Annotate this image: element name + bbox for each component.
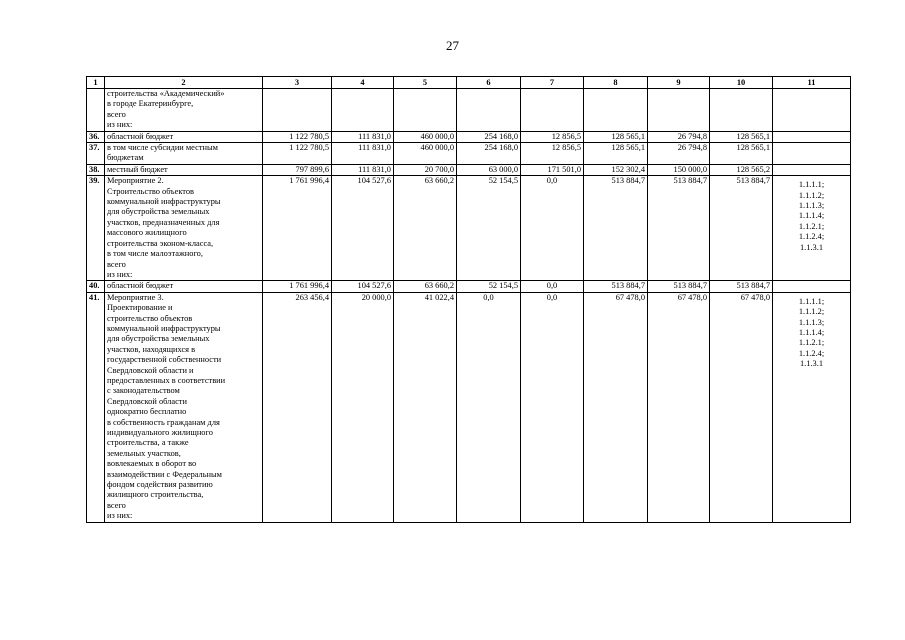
value-cell: 152 302,4	[584, 164, 648, 175]
value-cell: 460 000,0	[394, 143, 457, 165]
value-cell: 0,0	[521, 176, 584, 281]
description-line: участков, предназначенных для	[107, 217, 220, 227]
description-line: строительства «Академический»	[107, 89, 225, 98]
value-cell: 20 700,0	[394, 164, 457, 175]
row-number	[87, 89, 105, 132]
task-reference-cell	[773, 164, 851, 175]
description-line: однократно бесплатно	[107, 407, 187, 417]
description-line: всего	[107, 500, 126, 510]
description-line: из них:	[107, 511, 133, 521]
task-reference: 1.1.3.1	[799, 242, 824, 252]
budget-table	[86, 76, 851, 523]
value-cell	[584, 89, 648, 132]
value-cell: 171 501,0	[521, 164, 584, 175]
column-header: 3	[263, 77, 332, 89]
table-row	[87, 176, 851, 281]
value-cell: 52 154,5	[457, 176, 521, 281]
description-line: всего	[107, 109, 126, 119]
page-number: 27	[446, 38, 459, 53]
task-reference-cell	[773, 143, 851, 165]
value-cell	[332, 89, 394, 132]
table-row	[87, 281, 851, 292]
description-line: вовлекаемых в оборот во	[107, 459, 197, 469]
task-reference: 1.1.2.1;	[798, 338, 825, 348]
value-cell: 128 565,1	[584, 131, 648, 142]
task-reference-cell	[773, 292, 851, 522]
value-cell: 20 000,0	[332, 292, 394, 522]
value-cell: 254 168,0	[457, 143, 521, 165]
value-cell	[394, 89, 457, 132]
value-cell: 111 831,0	[332, 131, 394, 142]
value-cell: 104 527,6	[332, 176, 394, 281]
value-cell: 128 565,1	[710, 143, 773, 165]
row-number: 39.	[87, 176, 105, 281]
value-cell: 67 478,0	[648, 292, 710, 522]
value-cell: 12 856,5	[521, 143, 584, 165]
description-line: областной бюджет	[107, 281, 174, 291]
description-line: из них:	[107, 269, 133, 279]
task-reference: 1.1.1.3;	[798, 317, 825, 327]
task-reference: 1.1.1.4;	[798, 211, 825, 221]
value-cell: 128 565,2	[710, 164, 773, 175]
row-description	[105, 89, 263, 132]
description-line: для обустройства земельных	[107, 207, 210, 217]
column-header: 8	[584, 77, 648, 89]
task-reference: 1.1.3.1	[799, 359, 824, 369]
value-cell: 111 831,0	[332, 164, 394, 175]
value-cell: 1 761 996,4	[263, 281, 332, 292]
row-description	[105, 292, 263, 522]
table-header-row	[87, 77, 851, 89]
description-line: строительства эконом-класса,	[107, 238, 214, 248]
value-cell: 460 000,0	[394, 131, 457, 142]
description-line: областной бюджет	[107, 131, 174, 141]
table-body	[87, 89, 851, 523]
value-cell: 513 884,7	[710, 281, 773, 292]
description-line: земельных участков,	[107, 448, 181, 458]
description-line: взаимодействии с Федеральным	[107, 469, 222, 479]
value-cell: 128 565,1	[710, 131, 773, 142]
value-cell	[263, 89, 332, 132]
value-cell: 67 478,0	[584, 292, 648, 522]
value-cell: 513 884,7	[584, 176, 648, 281]
row-number: 41.	[87, 292, 105, 522]
description-line: фондом содействия развитию	[107, 480, 213, 490]
description-line: коммунальной инфраструктуры	[107, 323, 221, 333]
description-line: всего	[107, 259, 126, 269]
description-line: Строительство объектов	[107, 186, 194, 196]
value-cell: 150 000,0	[648, 164, 710, 175]
row-description	[105, 281, 263, 292]
task-reference: 1.1.1.4;	[798, 327, 825, 337]
value-cell: 0,0	[521, 281, 584, 292]
value-cell: 263 456,4	[263, 292, 332, 522]
column-header: 9	[648, 77, 710, 89]
row-number: 36.	[87, 131, 105, 142]
value-cell	[521, 89, 584, 132]
value-cell: 41 022,4	[394, 292, 457, 522]
row-number: 40.	[87, 281, 105, 292]
table-row	[87, 143, 851, 165]
description-line: в городе Екатеринбурге,	[107, 99, 194, 109]
task-reference-cell	[773, 89, 851, 132]
value-cell: 1 761 996,4	[263, 176, 332, 281]
task-reference-cell	[773, 176, 851, 281]
column-header: 2	[105, 77, 263, 89]
task-reference: 1.1.1.2;	[798, 190, 825, 200]
value-cell: 52 154,5	[457, 281, 521, 292]
description-line: для обустройства земельных	[107, 334, 210, 344]
task-reference: 1.1.1.1;	[798, 180, 825, 190]
column-header: 5	[394, 77, 457, 89]
value-cell: 0,0	[457, 292, 521, 522]
table-row	[87, 89, 851, 132]
task-reference: 1.1.1.1;	[798, 296, 825, 306]
description-line: Свердловской области	[107, 396, 187, 406]
value-cell: 513 884,7	[648, 176, 710, 281]
task-reference: 1.1.2.1;	[798, 221, 825, 231]
description-line: местный бюджет	[107, 164, 168, 174]
description-line: Проектирование и	[107, 303, 173, 313]
description-line: предоставленных в соответствии	[107, 375, 226, 385]
row-number: 38.	[87, 164, 105, 175]
description-line: строительства, а также	[107, 438, 189, 448]
description-line: из них:	[107, 120, 133, 130]
value-cell: 797 899,6	[263, 164, 332, 175]
description-line: Мероприятие 3.	[107, 292, 164, 302]
row-description	[105, 131, 263, 142]
value-cell: 12 856,5	[521, 131, 584, 142]
description-line: участков, находящихся в	[107, 344, 196, 354]
value-cell: 128 565,1	[584, 143, 648, 165]
column-header: 10	[710, 77, 773, 89]
description-line: в том числе малоэтажного,	[107, 249, 203, 259]
value-cell: 26 794,8	[648, 131, 710, 142]
description-line: бюджетам	[107, 153, 144, 163]
description-line: в собственность гражданам для	[107, 417, 220, 427]
description-line: государственной собственности	[107, 355, 222, 365]
task-reference: 1.1.2.4;	[798, 232, 825, 242]
value-cell: 63 000,0	[457, 164, 521, 175]
value-cell: 104 527,6	[332, 281, 394, 292]
description-line: в том числе субсидии местным	[107, 143, 218, 153]
row-number: 37.	[87, 143, 105, 165]
value-cell: 0,0	[521, 292, 584, 522]
value-cell: 513 884,7	[648, 281, 710, 292]
description-line: жилищного строительства,	[107, 490, 204, 500]
description-line: строительство объектов	[107, 313, 193, 323]
column-header: 11	[773, 77, 851, 89]
task-reference: 1.1.1.3;	[798, 201, 825, 211]
task-reference-cell	[773, 281, 851, 292]
value-cell	[648, 89, 710, 132]
description-line: массового жилищного	[107, 228, 187, 238]
value-cell	[457, 89, 521, 132]
value-cell: 63 660,2	[394, 176, 457, 281]
value-cell: 513 884,7	[584, 281, 648, 292]
value-cell: 26 794,8	[648, 143, 710, 165]
description-line: Мероприятие 2.	[107, 176, 164, 186]
task-reference: 1.1.1.2;	[798, 307, 825, 317]
value-cell: 1 122 780,5	[263, 143, 332, 165]
value-cell: 67 478,0	[710, 292, 773, 522]
table-row	[87, 164, 851, 175]
description-line: индивидуального жилищного	[107, 428, 213, 437]
description-line: с законодательством	[107, 386, 180, 396]
table-row	[87, 292, 851, 522]
description-line: коммунальной инфраструктуры	[107, 197, 221, 207]
table-row	[87, 131, 851, 142]
description-line: Свердловской области и	[107, 365, 194, 375]
value-cell: 254 168,0	[457, 131, 521, 142]
row-description	[105, 164, 263, 175]
row-description	[105, 176, 263, 281]
value-cell: 513 884,7	[710, 176, 773, 281]
column-header: 4	[332, 77, 394, 89]
task-reference-cell	[773, 131, 851, 142]
task-reference: 1.1.2.4;	[798, 348, 825, 358]
value-cell: 1 122 780,5	[263, 131, 332, 142]
value-cell: 111 831,0	[332, 143, 394, 165]
column-header: 7	[521, 77, 584, 89]
column-header: 1	[87, 77, 105, 89]
row-description	[105, 143, 263, 165]
value-cell	[710, 89, 773, 132]
column-header: 6	[457, 77, 521, 89]
value-cell: 63 660,2	[394, 281, 457, 292]
